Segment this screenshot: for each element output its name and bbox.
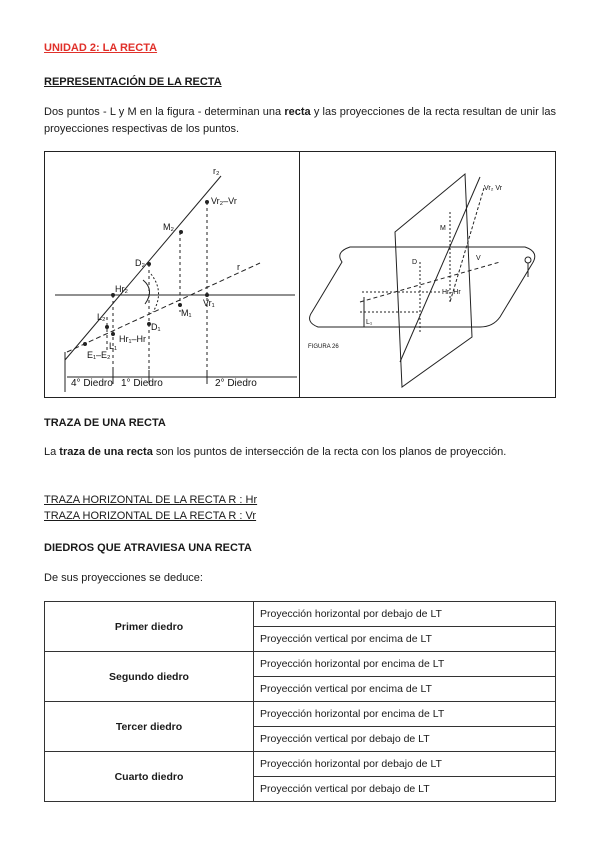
diedro-name: Segundo diedro	[45, 652, 254, 702]
label-vr1: Vr₁	[203, 298, 215, 308]
paragraph-bold-term: traza de una recta	[59, 446, 153, 458]
unit-title: UNIDAD 2: LA RECTA	[44, 42, 158, 54]
label-r2: r₂	[213, 166, 220, 176]
diagram-projection	[45, 152, 299, 397]
table-row	[45, 752, 556, 777]
diedro-vertical: Proyección vertical por debajo de LT	[254, 777, 556, 802]
paragraph-text: son los puntos de intersección de la recta con los planos de proyección.	[152, 446, 507, 458]
point-vr2	[205, 200, 209, 204]
observer-icon	[525, 257, 531, 263]
point-m2	[179, 230, 183, 234]
traza-horizontal-link[interactable]: TRAZA HORIZONTAL DE LA RECTA R : Hr	[44, 494, 258, 506]
paragraph-text: La	[44, 446, 60, 458]
diedro-horizontal: Proyección horizontal por encima de LT	[254, 652, 556, 677]
point-d2	[147, 262, 151, 266]
section-title-representation: REPRESENTACIÓN DE LA RECTA	[44, 76, 222, 88]
diedro-name: Tercer diedro	[45, 702, 254, 752]
diagram-perspective	[300, 152, 556, 397]
paragraph-traza	[44, 444, 556, 461]
label-d: D	[412, 259, 418, 266]
line-r1	[67, 263, 260, 352]
line-r2-proj	[450, 188, 484, 302]
diedro-horizontal: Proyección horizontal por debajo de LT	[254, 602, 556, 627]
label-e1-e2: E₁–E₂	[87, 350, 111, 360]
label-d1: D₁	[151, 322, 161, 332]
table-row	[45, 602, 556, 627]
label-hr: Hr–Hr	[442, 289, 461, 296]
point-l2	[105, 325, 109, 329]
table-row	[45, 652, 556, 677]
vertical-plane	[395, 174, 472, 387]
diedro-name: Cuarto diedro	[45, 752, 254, 802]
diedro-name: Primer diedro	[45, 602, 254, 652]
label-diedro2: 2° Diedro	[215, 378, 257, 389]
line-r	[400, 177, 480, 362]
label-m1: M₁	[181, 308, 192, 318]
label-l2: L₂	[97, 312, 106, 322]
paragraph-text: Dos puntos - L y M en la figura - determinan una	[44, 106, 285, 118]
paragraph-bold-term: recta	[284, 106, 311, 118]
label-l: L₁	[366, 319, 373, 326]
line-r2	[65, 176, 221, 360]
label-d2: D₂	[135, 258, 145, 268]
diedro-horizontal: Proyección horizontal por debajo de LT	[254, 752, 556, 777]
diedro-horizontal: Proyección horizontal por encima de LT	[254, 702, 556, 727]
label-m2: M₂	[163, 222, 174, 232]
diedro-vertical: Proyección vertical por debajo de LT	[254, 727, 556, 752]
point-hr1	[111, 332, 115, 336]
table-row	[45, 702, 556, 727]
point-e1	[83, 342, 87, 346]
figure-caption: FIGURA 26	[308, 344, 339, 350]
label-v: V	[476, 255, 481, 262]
point-m1	[178, 303, 182, 307]
diedro-vertical: Proyección vertical por encima de LT	[254, 677, 556, 702]
paragraph-diedros-intro: De sus proyecciones se deduce:	[44, 572, 203, 584]
label-hr2: Hr₂	[115, 284, 128, 294]
label-l1: L₁	[109, 341, 118, 351]
label-vr2-vr: Vr₂–Vr	[211, 196, 237, 206]
horizontal-plane	[310, 247, 535, 327]
paragraph-text: y las proyecciones de la recta resultan de unir las proyecciones respectivas de los puntos.	[44, 106, 556, 135]
point-vr1	[205, 293, 209, 297]
label-r: r	[237, 262, 240, 272]
line-r1-proj	[360, 262, 500, 302]
label-diedro4: 4° Diedro	[71, 378, 113, 389]
diedro-vertical: Proyección vertical por encima de LT	[254, 627, 556, 652]
figure-box	[44, 151, 556, 398]
diedros-table	[44, 601, 556, 802]
angle-arc-dashed	[151, 274, 159, 312]
label-vr: Vr₂ Vr	[484, 185, 503, 192]
label-m: M	[440, 225, 446, 232]
section-title-traza: TRAZA DE UNA RECTA	[44, 417, 166, 429]
section-title-diedros: DIEDROS QUE ATRAVIESA UNA RECTA	[44, 542, 252, 554]
label-diedro1: 1° Diedro	[121, 378, 163, 389]
label-hr1-hr: Hr₁–Hr	[119, 334, 147, 344]
paragraph-representation	[44, 104, 556, 138]
traza-vertical-link[interactable]: TRAZA HORIZONTAL DE LA RECTA R : Vr	[44, 510, 257, 522]
